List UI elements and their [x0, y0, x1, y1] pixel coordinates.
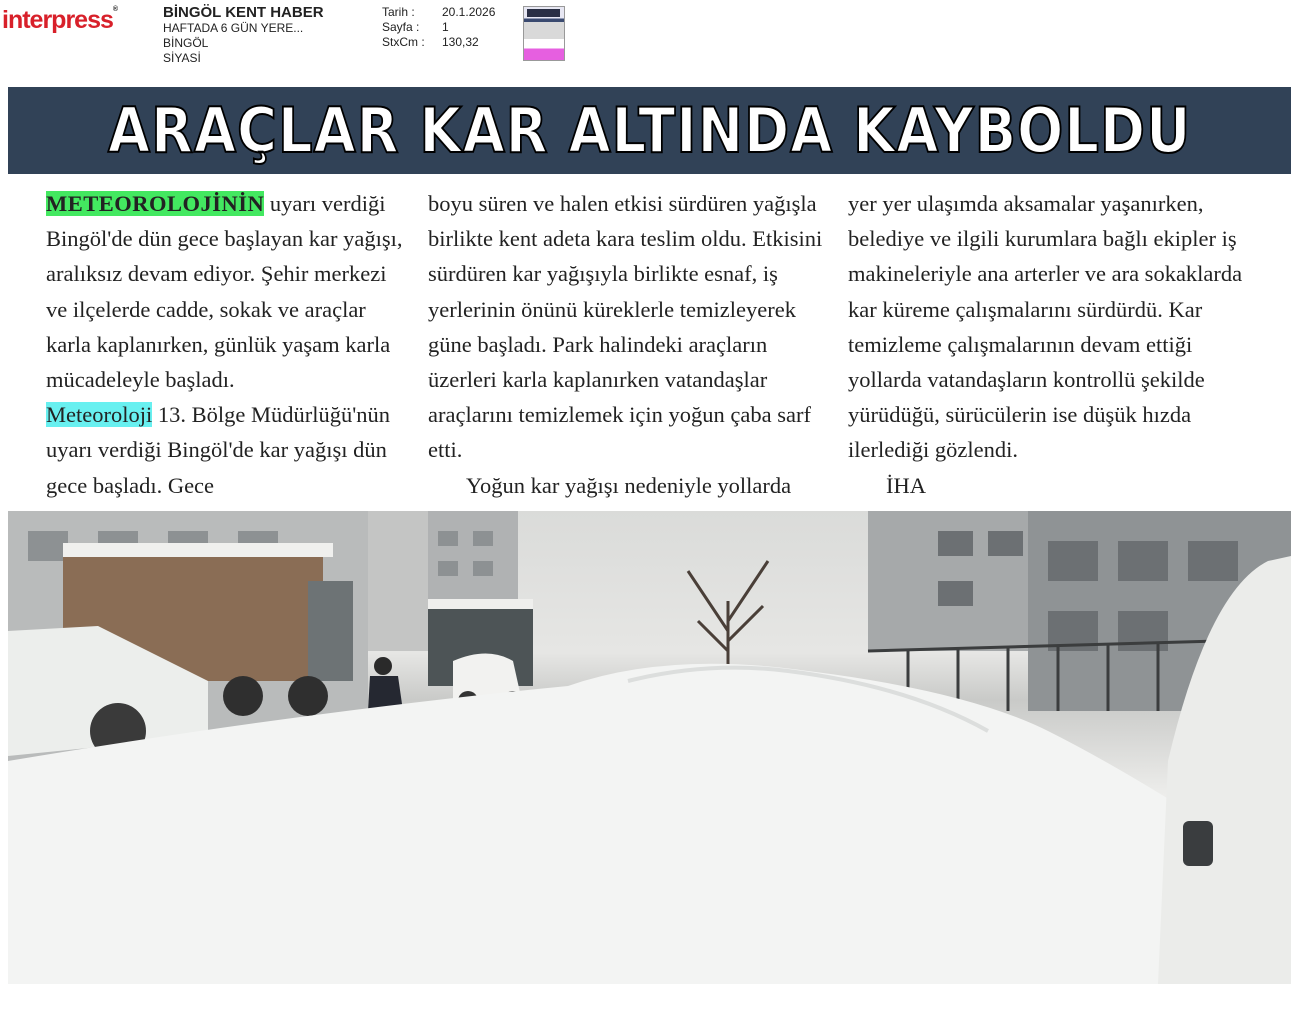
paragraph: Yoğun kar yağışı nedeniyle yollarda	[466, 472, 792, 498]
paragraph: boyu süren ve halen etkisi sürdüren yağışla birlikte kent adeta kara teslim oldu. Etkisini sürdüren kar yağışıyla birlikte esnaf, iş yerlerinin önünü küreklerle temizleyerek güne başladı. Park halindeki araçların üzerleri karla kaplanırken vatandaşlar araçlarını temizlemek için yoğun çaba sarf etti.	[428, 191, 823, 463]
article-body	[8, 186, 1291, 504]
publication-info	[163, 5, 324, 66]
page-label: Sayfa :	[382, 20, 420, 34]
headline-banner	[8, 87, 1291, 174]
headline: ARAÇLAR KAR ALTINDA KAYBOLDU	[107, 94, 1192, 167]
page-value: 1	[442, 20, 449, 34]
paragraph-text: uyarı verdiği Bingöl'de dün gece başlayan kar yağışı, aralıksız devam ediyor. Şehir merkezi ve ilçelerde cadde, sokak ve araçlar karla kaplanırken, günlük yaşam karla mücadeleyle başladı.	[46, 191, 403, 393]
paragraph-text: 13. Bölge Müdürlüğü'nün uyarı verdiği Bingöl'de kar yağışı dün gece başladı. Gece	[46, 402, 391, 498]
paragraph: yer yer ulaşımda aksamalar yaşanırken, belediye ve ilgili kurumlara bağlı ekipler iş makineleriyle ana arterler ve ara sokaklarda kar küreme çalışmalarını sürdürdü. Kar temizleme çalışmalarının devam ettiği yollarda vatandaşların kontrollü şekilde yürüdüğü, sürücülerin ise düşük hızda ilerlediği gözlendi.	[848, 191, 1243, 463]
publication-category: SİYASİ	[163, 51, 201, 65]
stxcm-value: 130,32	[442, 35, 479, 49]
page-thumbnail[interactable]	[523, 6, 565, 61]
date-label: Tarih :	[382, 5, 415, 19]
publication-frequency: HAFTADA 6 GÜN YERE...	[163, 21, 304, 35]
paragraph	[8, 397, 408, 503]
highlighted-keyword: METEOROLOJİNİN	[46, 191, 265, 216]
article-column-2	[428, 186, 828, 503]
highlighted-keyword: Meteoroloji	[46, 402, 153, 428]
news-photo	[8, 511, 1291, 984]
article-column-1	[8, 186, 408, 503]
publication-name: BİNGÖL KENT HABER	[163, 4, 324, 21]
clipping-meta	[382, 5, 495, 50]
date-value: 20.1.2026	[442, 5, 496, 19]
paragraph	[8, 186, 408, 397]
news-source: İHA	[886, 472, 926, 498]
interpress-logo: interpress®	[2, 6, 118, 34]
publication-city: BİNGÖL	[163, 36, 209, 50]
article-column-3	[848, 186, 1248, 503]
snow-street-photo	[8, 511, 1291, 984]
stxcm-label: StxCm :	[382, 35, 425, 49]
